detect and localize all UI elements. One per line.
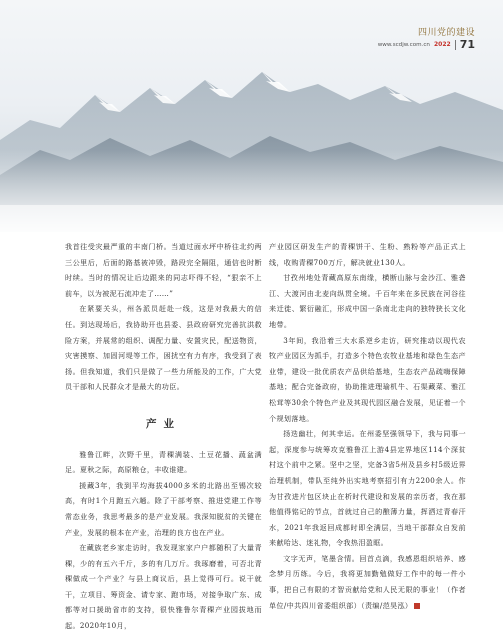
paragraph: 甘孜州地处青藏高原东南缘，横断山脉与金沙江、雅砻江、大渡河由北麦向纵贯全境。千百年来在多民族在河谷往来迁徙、繁衍融汇，形成中国一条南北走向的独特狭长文化地带。 [269, 273, 466, 329]
section-heading: 产业 [146, 417, 181, 430]
paragraph: 在紧要关头，州各派员赶赴一线，这是对我最大的信任。到达现场后，我协助开也县委、县政府研究完善抗洪救险方案，并展常的组织、调配力量、安置灾民，配送物资，灾害摸察、加固河堤等工作，困扰空有力有序，我受到了表扬。但我知道，我们只是做了一些力所能及的工作，广大党员干部和人民群众才是最大的功臣。 [65, 304, 262, 392]
paragraph-text: 文字无声，笔墨含情。回首点滴，我感恩组织培养、感念梦月历练。今后，我将更加勤勉做好工作中的每一件小事，把自己有限的才智贡献给党和人民无限的事业！（作者单位/中共四川省委组织部）（责编/范昊泓） [269, 553, 466, 610]
magazine-name: 四川党的建设 [417, 28, 475, 38]
magazine-masthead [378, 28, 475, 51]
paragraph: 我首往受灾最严重的丰南门桥。当道过面水坪中桥往北约两三公里后，后面的路基被冲毁，路段完全隔阻，通信也时断时续。当时的情况让后边跟来的同志吓得不轻，“狠亲不上前车，以为被泥石流冲走了……” [65, 242, 262, 298]
closing-paragraph [269, 551, 466, 613]
paragraph: 产业园区研发生产的青稞饼干、生粉、熟粉等产品正式上线，收购青稞700万斤，解决就业130人。 [269, 242, 466, 267]
magazine-url: www.scdjw.com.cn [377, 41, 430, 48]
page-number: 71 [459, 38, 475, 51]
article-column-left [65, 239, 262, 634]
paragraph: 扬迭幽壮，何其幸运。在州委坚强领导下，我与同事一起，深度参与统筹攻克雅鲁江上游4县定界地区114个深贫村这个前中之紧。坚中之坚，完备3省5州及县乡村5级近界治理机制，带队至纯外出实地考察招引有力2200余人。作为甘孜进片包区块止在析时代建设和发展的亲历者，我在那他值得铭记的节点，首就过自己的酿薄力量，挥洒过青春汗水，2021年我返回成都时即全满层，当地干部群众自发前来献哈达、迷礼物，令我热泪盈眶。 [269, 429, 466, 548]
issue-year: 2022 [433, 41, 451, 48]
masthead-divider [455, 40, 456, 50]
paragraph: 援藏3年，我到平均海拔4000多米的北路出至锡次较高，有时1个月跑五六趟。除了干部考察、推进党建工作等常态业务，我思考最多的是产业发展。我深知脱贫的关键在产业，发展的根本在产业，治理的良方也在产业。 [65, 480, 262, 537]
article-column-right [269, 239, 466, 613]
paragraph: 在藏族老乡家走访时，我发现家家户户都随积了大量青稞，少的有五六千斤，多的有几万斤。我琢磨着，可否北青稞做成一个产业？与县上商议后，县上觉得可行。说干就干，立项目、筹资金、请专家、跑市场，对接争取广东、成都等对口援助省市的支持，很快雅鲁尔青稞产业园拔地而起。2020年10月， [65, 543, 262, 631]
header-photo [0, 0, 503, 232]
article-end-mark-icon [414, 603, 420, 609]
paragraph: 3年间，我沿着三大水系逆乡走访，研究推动以现代农牧产业园区为抓手，打造多个特色农牧业基地和绿色生态产业带，建设一批优质农产品供给基地，生态农产品疏嗨保障基地；配合完备政府，协助推进理瑜机牛、石渠藏菜、雅江松茸等30余个特色产业及其现代园区融合发展，见证着一个个规划落地。 [269, 335, 466, 423]
paragraph: 雅鲁江畔，次野千里，青稞满装、土豆花播、蔬盆满足。夏秋之际，高原粮仓，丰收谁建。 [65, 449, 262, 475]
